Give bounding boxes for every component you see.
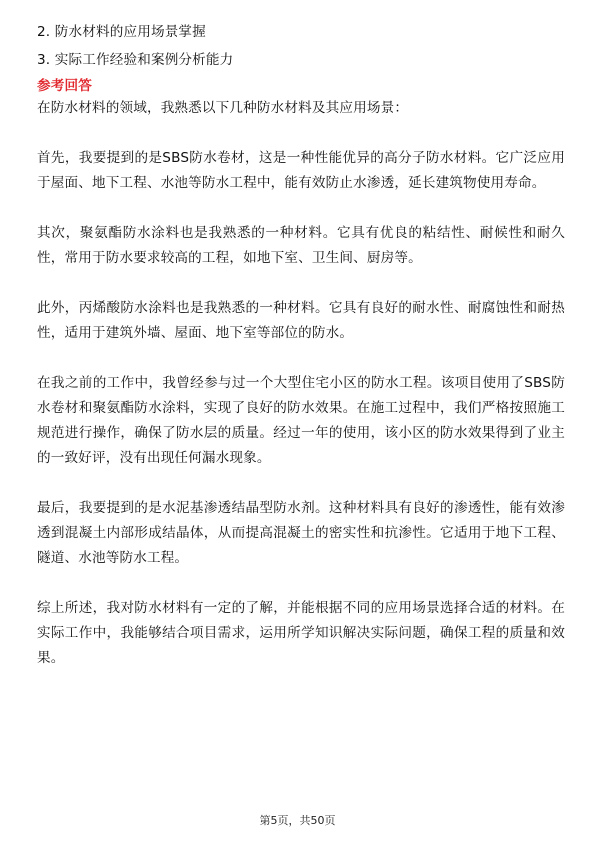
list-item-work-experience: 3. 实际工作经验和案例分析能力: [37, 52, 234, 68]
list-item-application-scenarios: 2. 防水材料的应用场景掌握: [37, 24, 206, 40]
paragraph-polyurethane-coating: 其次，聚氨酯防水涂料也是我熟悉的一种材料。它具有优良的粘结性、耐候性和耐久性，常用于防水要求较高的工程，如地下室、卫生间、厨房等。: [37, 225, 565, 266]
section-title-reference-answer: 参考回答: [37, 78, 92, 94]
paragraph-intro: 在防水材料的领域，我熟悉以下几种防水材料及其应用场景：: [37, 100, 409, 116]
paragraph-sbs-membrane: 首先，我要提到的是SBS防水卷材，这是一种性能优异的高分子防水材料。它广泛应用于屋面、地下工程、水池等防水工程中，能有效防止水渗透，延长建筑物使用寿命。: [37, 150, 565, 191]
paragraph-acrylic-coating: 此外，丙烯酸防水涂料也是我熟悉的一种材料。它具有良好的耐水性、耐腐蚀性和耐热性，适用于建筑外墙、屋面、地下室等部位的防水。: [37, 300, 565, 341]
paragraph-summary: 综上所述，我对防水材料有一定的了解，并能根据不同的应用场景选择合适的材料。在实际工作中，我能够结合项目需求，运用所学知识解决实际问题，确保工程的质量和效果。: [37, 600, 565, 666]
paragraph-cementitious-crystalline: 最后，我要提到的是水泥基渗透结晶型防水剂。这种材料具有良好的渗透性，能有效渗透到混凝土内部形成结晶体，从而提高混凝土的密实性和抗渗性。它适用于地下工程、隧道、水池等防水工程。: [37, 500, 565, 566]
paragraph-project-experience: 在我之前的工作中，我曾经参与过一个大型住宅小区的防水工程。该项目使用了SBS防水卷材和聚氨酯防水涂料，实现了良好的防水效果。在施工过程中，我们严格按照施工规范进行操作，确保了防水层的质量。经过一年的使用，该小区的防水效果得到了业主的一致好评，没有出现任何漏水现象。: [37, 375, 565, 466]
page-content: [37, 20, 565, 671]
page-number-footer: 第5页，共50页: [259, 814, 336, 827]
